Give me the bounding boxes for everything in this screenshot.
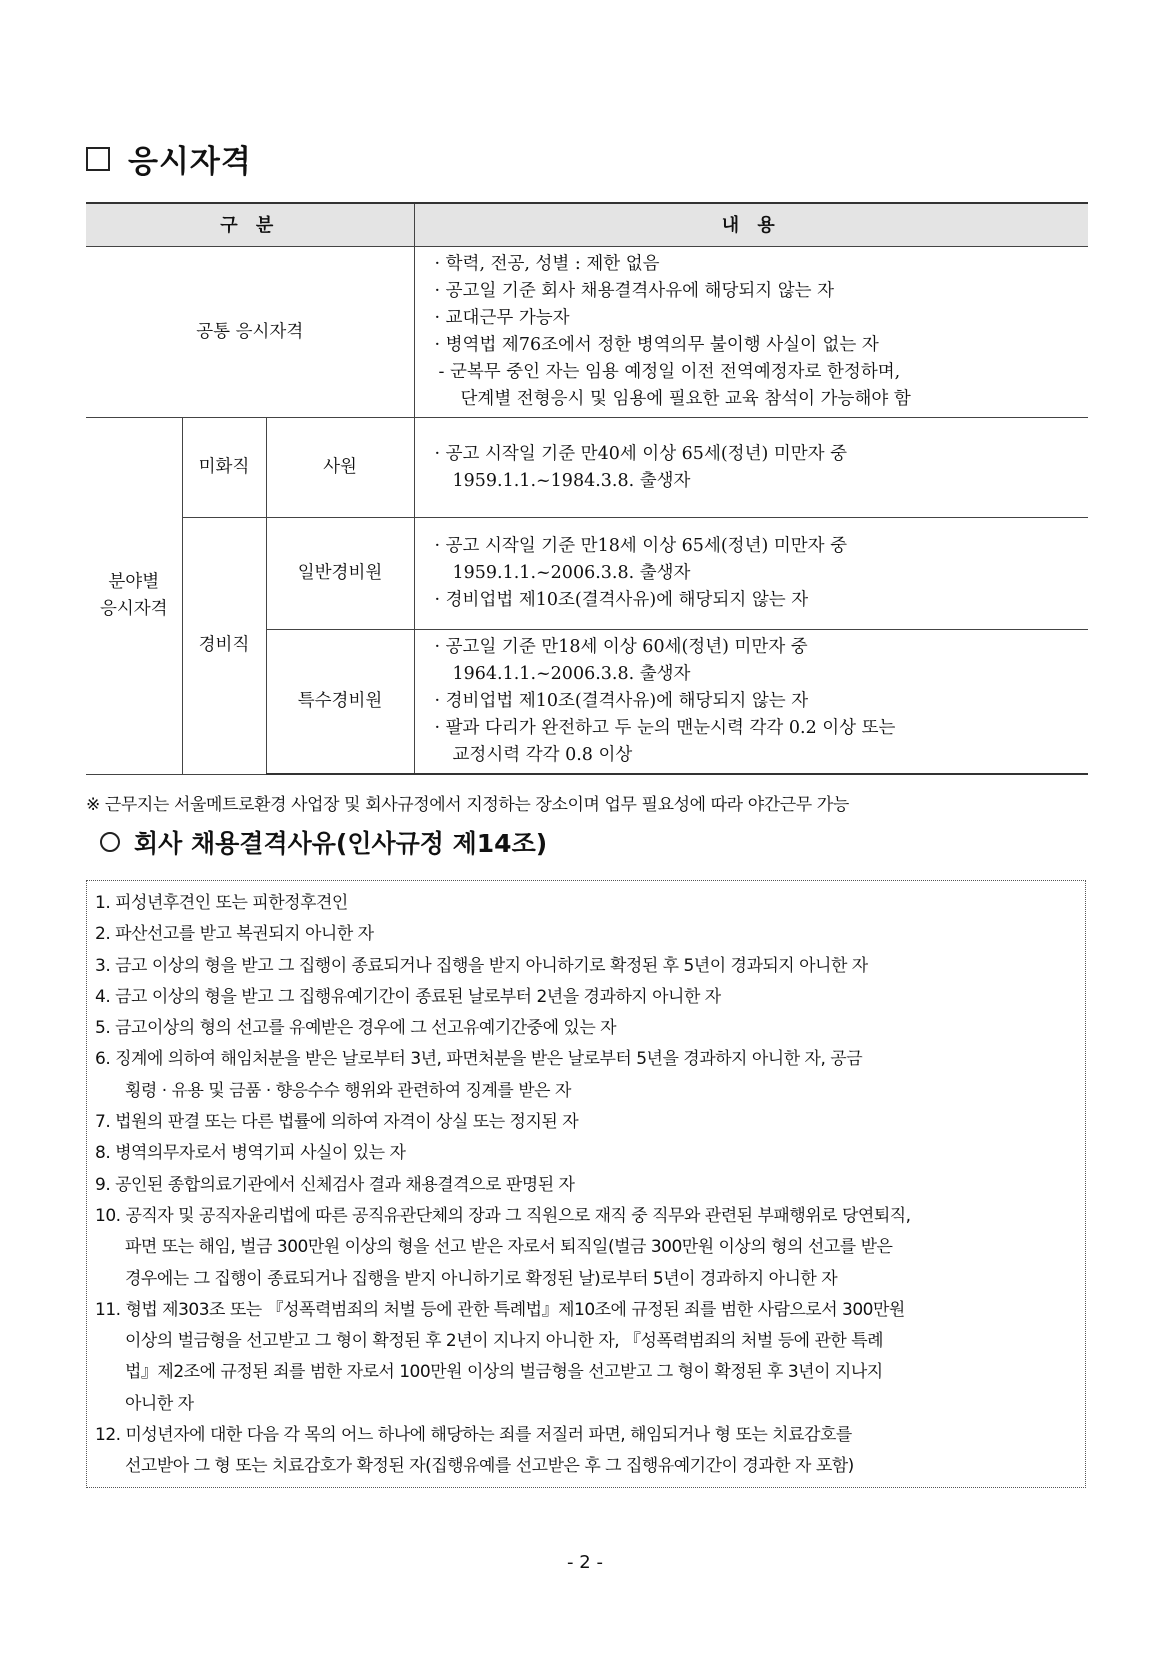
by-field-label-line: 분야별 <box>108 571 160 592</box>
list-item: 7. 법원의 판결 또는 다른 법률에 의하여 자격이 상실 또는 정지된 자 <box>95 1112 579 1133</box>
list-item-continuation: 횡령 · 유용 및 금품 · 향응수수 행위와 관련하여 징계를 받은 자 <box>125 1080 571 1101</box>
header-category: 구 분 <box>86 203 414 247</box>
content-line: 1959.1.1.~2006.3.8. 출생자 <box>452 563 691 583</box>
content-line: 단계별 전형응시 및 임용에 필요한 교육 참석이 가능해야 함 <box>460 389 911 409</box>
common-content <box>414 247 1088 418</box>
position-staff: 사원 <box>266 418 414 518</box>
content-line: · 팔과 다리가 완전하고 두 눈의 맨눈시력 각각 0.2 이상 또는 <box>434 718 896 738</box>
content-line: · 경비업법 제10조(결격사유)에 해당되지 않는 자 <box>434 691 809 711</box>
checkbox-icon <box>86 147 110 171</box>
list-item: 9. 공인된 종합의료기관에서 신체검사 결과 채용결격으로 판명된 자 <box>95 1174 575 1195</box>
content-line: · 경비업법 제10조(결격사유)에 해당되지 않는 자 <box>434 590 809 610</box>
content-line: · 병역법 제76조에서 정한 병역의무 불이행 사실이 없는 자 <box>434 335 879 355</box>
content-line: · 교대근무 가능자 <box>434 308 570 328</box>
position-general-guard: 일반경비원 <box>266 518 414 630</box>
circle-icon <box>100 832 120 852</box>
section-title: 응시자격 <box>128 144 252 180</box>
category-cleaning: 미화직 <box>182 418 266 518</box>
list-item-continuation: 경우에는 그 집행이 종료되거나 집행을 받지 아니하기로 확정된 날)로부터 5년이 경과하지 아니한 자 <box>125 1268 838 1289</box>
list-item: 3. 금고 이상의 형을 받고 그 집행이 종료되거나 집행을 받지 아니하기로 확정된 후 5년이 경과되지 아니한 자 <box>95 955 868 976</box>
content-line: 1964.1.1.~2006.3.8. 출생자 <box>452 664 691 684</box>
qualification-table <box>86 202 1088 775</box>
content-line: · 공고일 기준 회사 채용결격사유에 해당되지 않는 자 <box>434 281 835 301</box>
position-special-guard: 특수경비원 <box>266 630 414 775</box>
list-item-continuation: 이상의 벌금형을 선고받고 그 형이 확정된 후 2년이 지나지 아니한 자, 『성폭력범죄의 처벌 등에 관한 특례 <box>125 1331 884 1352</box>
cleaning-content <box>414 418 1088 518</box>
list-item: 12. 미성년자에 대한 다음 각 목의 어느 하나에 해당하는 죄를 저질러 파면, 해임되거나 형 또는 치료감호를 <box>95 1425 852 1446</box>
content-line: · 공고 시작일 기준 만18세 이상 65세(정년) 미만자 중 <box>434 536 848 556</box>
list-item-continuation: 파면 또는 해임, 벌금 300만원 이상의 형을 선고 받은 자로서 퇴직일(벌금 300만원 이상의 형의 선고를 받은 <box>125 1237 893 1258</box>
workplace-note: ※ 근무지는 서울메트로환경 사업장 및 회사규정에서 지정하는 장소이며 업무 필요성에 따라 야간근무 가능 <box>86 795 849 815</box>
list-item-continuation: 선고받아 그 형 또는 치료감호가 확정된 자(집행유예를 선고받은 후 그 집행유예기간이 경과한 자 포함) <box>125 1456 854 1477</box>
list-item: 5. 금고이상의 형의 선고를 유예받은 경우에 그 선고유예기간중에 있는 자 <box>95 1018 617 1039</box>
list-item-continuation: 아니한 자 <box>125 1393 194 1414</box>
disqualification-title: 회사 채용결격사유(인사규정 제14조) <box>134 829 548 858</box>
table-header-row <box>86 203 1088 247</box>
table-row-common <box>86 247 1088 418</box>
common-label: 공통 응시자격 <box>86 247 414 418</box>
category-security: 경비직 <box>182 518 266 775</box>
content-line: 1959.1.1.~1984.3.8. 출생자 <box>452 470 691 491</box>
list-item: 11. 형법 제303조 또는 『성폭력범죄의 처벌 등에 관한 특례법』제10조에 규정된 죄를 범한 사람으로서 300만원 <box>95 1299 905 1320</box>
content-line: - 군복무 중인 자는 임용 예정일 이전 전역예정자로 한정하며, <box>438 362 901 382</box>
content-line: · 공고 시작일 기준 만40세 이상 65세(정년) 미만자 중 <box>434 443 848 464</box>
list-item-continuation: 법』제2조에 규정된 죄를 범한 자로서 100만원 이상의 벌금형을 선고받고 그 형이 확정된 후 3년이 지나지 <box>125 1362 883 1383</box>
list-item: 4. 금고 이상의 형을 받고 그 집행유예기간이 종료된 날로부터 2년을 경과하지 아니한 자 <box>95 986 721 1007</box>
table-row-general-guard <box>86 518 1088 630</box>
content-line: · 학력, 전공, 성별 : 제한 없음 <box>434 254 660 274</box>
list-item: 1. 피성년후견인 또는 피한정후견인 <box>95 893 348 913</box>
by-field-label <box>86 418 182 775</box>
list-item: 10. 공직자 및 공직자윤리법에 따른 공직유관단체의 장과 그 직원으로 재직 중 직무와 관련된 부패행위로 당연퇴직, <box>95 1205 911 1226</box>
list-item: 8. 병역의무자로서 병역기피 사실이 있는 자 <box>95 1143 406 1164</box>
content-line: 교정시력 각각 0.8 이상 <box>452 745 633 765</box>
header-content: 내 용 <box>414 203 1088 247</box>
by-field-label-line: 응시자격 <box>99 598 168 619</box>
page-number: - 2 - <box>567 1552 603 1573</box>
list-item: 2. 파산선고를 받고 복권되지 아니한 자 <box>95 924 374 945</box>
special-guard-content <box>414 630 1088 775</box>
section-heading <box>86 136 252 181</box>
disqualification-list <box>86 880 1086 1488</box>
content-line: · 공고일 기준 만18세 이상 60세(정년) 미만자 중 <box>434 637 808 657</box>
list-item: 6. 징계에 의하여 해임처분을 받은 날로부터 3년, 파면처분을 받은 날로부터 5년을 경과하지 아니한 자, 공금 <box>95 1049 863 1070</box>
disqualification-heading <box>100 824 547 860</box>
table-row-cleaning-staff <box>86 418 1088 518</box>
general-guard-content <box>414 518 1088 630</box>
